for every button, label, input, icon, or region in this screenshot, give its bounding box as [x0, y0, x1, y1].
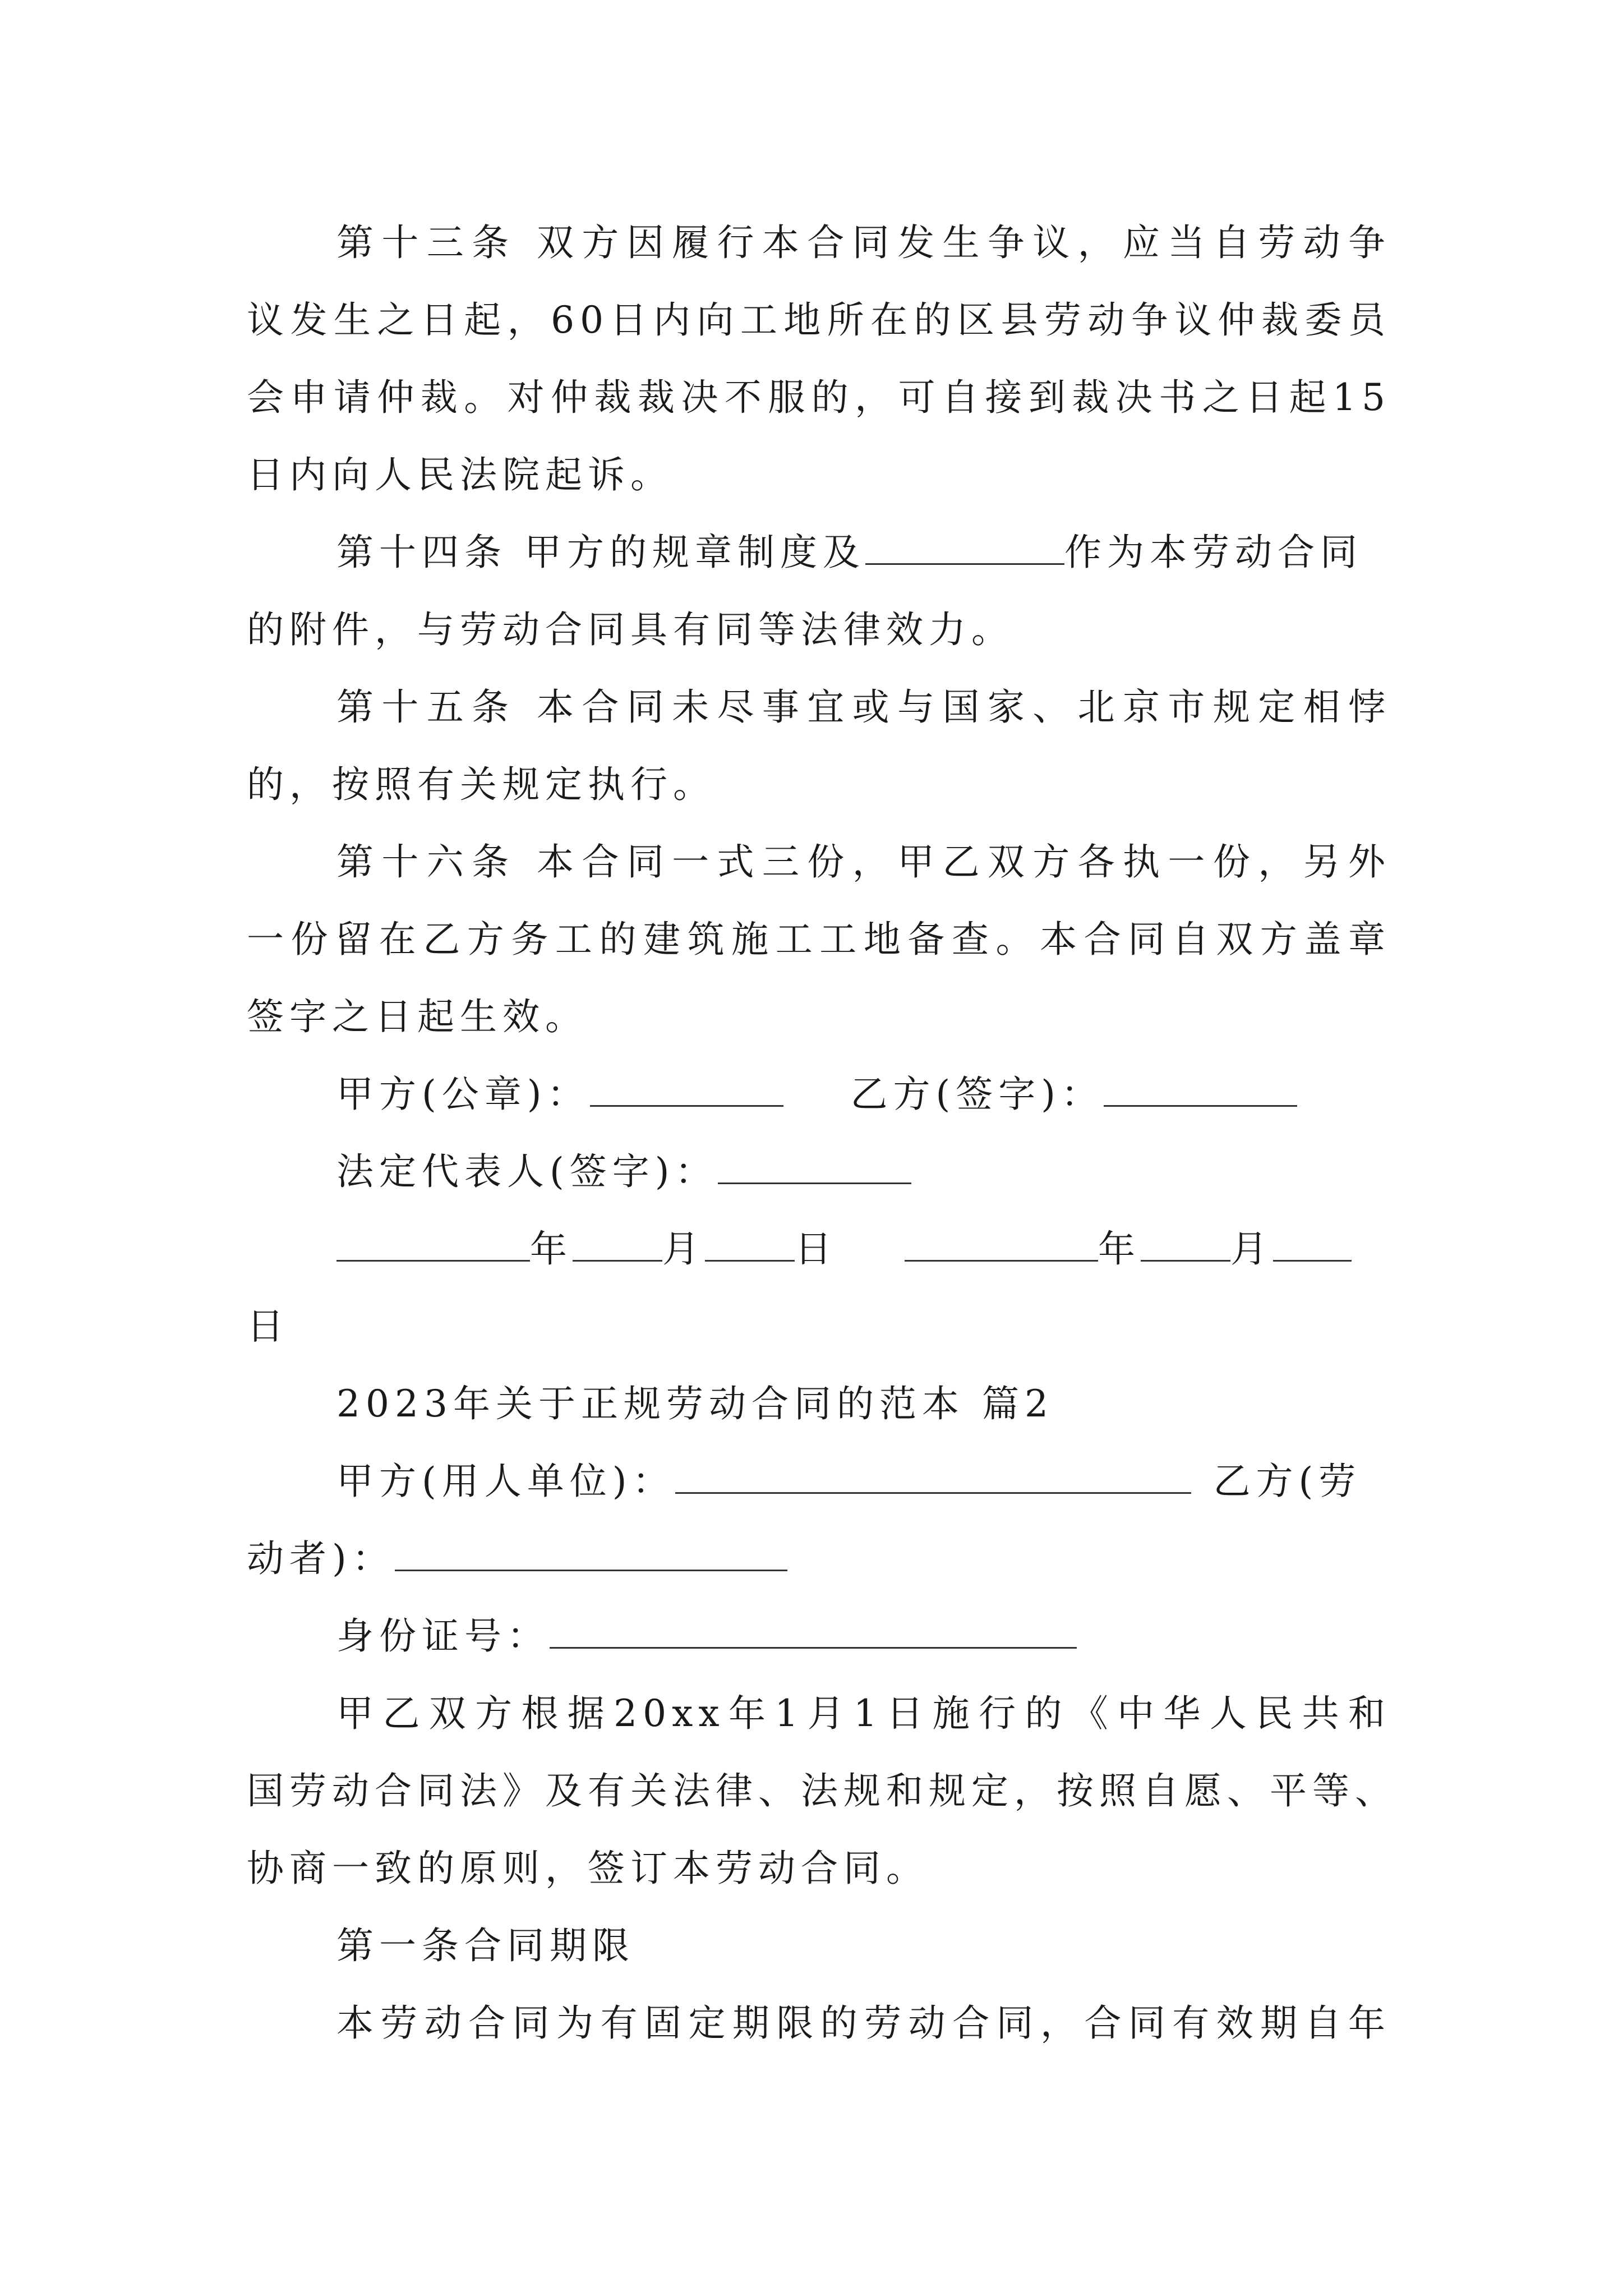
- party-b-blank: [1104, 1071, 1297, 1107]
- section-title: 2023年关于正规劳动合同的范本 篇2: [336, 1382, 1054, 1425]
- date-b-day-blank: [1273, 1226, 1352, 1262]
- article-14-blank: [865, 530, 1064, 565]
- legal-rep-line: [336, 1147, 1391, 1197]
- intro-line-2: 国劳动合同法》及有关法律、法规和规定，按照自愿、平等、: [247, 1769, 1398, 1812]
- article-15-line-2: 的，按照有关规定执行。: [247, 763, 716, 806]
- party-a-blank: [590, 1071, 783, 1107]
- article-14-text-a: 第十四条 甲方的规章制度及: [336, 531, 865, 574]
- article-16-line-1: 第十六条 本合同一式三份，甲乙双方各执一份，另外: [336, 840, 1391, 884]
- date-a-day-blank: [705, 1226, 795, 1262]
- article-13-line-2: 议发生之日起，60日内向工地所在的区县劳动争议仲裁委员: [247, 298, 1391, 342]
- article-14-text-b: 作为本劳动合同: [1064, 531, 1363, 574]
- party-a-label: 甲方(公章)：: [336, 1073, 590, 1116]
- employer-employee-line: [336, 1456, 1391, 1507]
- legal-rep-label: 法定代表人(签字)：: [336, 1150, 718, 1193]
- date-a-year-blank: [336, 1226, 530, 1262]
- legal-rep-blank: [718, 1149, 911, 1184]
- date-a-year: 年: [530, 1227, 573, 1271]
- id-blank: [550, 1613, 1077, 1649]
- article-14-line-1: [336, 527, 1391, 578]
- article-13-line-4: 日内向人民法院起诉。: [247, 453, 673, 496]
- article-15-line-1: 第十五条 本合同未尽事宜或与国家、北京市规定相悖: [336, 685, 1391, 729]
- article-16-line-2: 一份留在乙方务工的建筑施工工地备查。本合同自双方盖章: [247, 918, 1391, 961]
- id-number-line: [336, 1611, 1391, 1662]
- article-13-line-1: 第十三条 双方因履行本合同发生争议，应当自劳动争: [336, 221, 1391, 264]
- employer-label: 甲方(用人单位)：: [336, 1460, 675, 1503]
- id-label: 身份证号：: [336, 1614, 550, 1658]
- article-1-title: 第一条合同期限: [336, 1924, 635, 1967]
- date-b-year-blank: [905, 1226, 1098, 1262]
- date-line: [336, 1224, 1391, 1274]
- employee-blank: [395, 1536, 787, 1571]
- article-1-line-1: 本劳动合同为有固定期限的劳动合同，合同有效期自年: [336, 2001, 1391, 2045]
- article-16-line-3: 签字之日起生效。: [247, 995, 588, 1038]
- employer-blank: [675, 1458, 1191, 1494]
- date-b-day-wrap: 日: [247, 1305, 289, 1348]
- date-b-month: 月: [1230, 1227, 1273, 1271]
- date-a-month-blank: [573, 1226, 662, 1262]
- article-14-line-2: 的附件，与劳动合同具有同等法律效力。: [247, 608, 1014, 651]
- date-b-month-blank: [1141, 1226, 1230, 1262]
- employee-label-part2: 动者)：: [247, 1537, 395, 1580]
- date-a-month: 月: [662, 1227, 705, 1271]
- article-13-line-3: 会申请仲裁。对仲裁裁决不服的，可自接到裁决书之日起15: [247, 376, 1391, 419]
- signature-party-line: [336, 1069, 1391, 1120]
- intro-line-1: 甲乙双方根据20xx年1月1日施行的《中华人民共和: [336, 1692, 1391, 1735]
- party-b-label: 乙方(签字)：: [850, 1073, 1104, 1116]
- date-a-day: 日: [795, 1227, 837, 1271]
- intro-line-3: 协商一致的原则，签订本劳动合同。: [247, 1847, 929, 1890]
- date-b-year: 年: [1098, 1227, 1141, 1271]
- employee-label-part1: 乙方(劳: [1213, 1460, 1362, 1503]
- employee-line: [247, 1534, 1391, 1584]
